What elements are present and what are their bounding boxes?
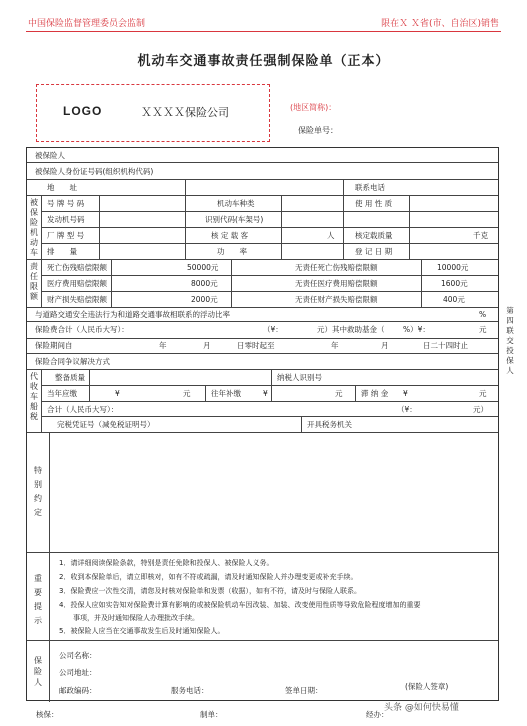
row-line — [27, 432, 498, 433]
limit-death-label: 死亡伤残赔偿限额 — [47, 263, 107, 272]
tax-cert-label: 完税凭证号（减免税证明号） — [57, 420, 155, 429]
col-line — [231, 259, 232, 307]
header-divider — [26, 31, 501, 32]
insured-label: 被保险人 — [35, 151, 65, 160]
model-label: 厂 牌 型 号 — [47, 231, 85, 240]
limits-section-label: 责任限额 — [30, 262, 38, 301]
limit-death-value: 50000元 — [187, 263, 219, 272]
row-line — [27, 321, 498, 322]
row-line — [27, 259, 498, 260]
premium-yen: （¥： — [263, 325, 283, 334]
special-terms-label: 特别约定 — [34, 466, 42, 517]
reg-date-label: 登 记 日 期 — [355, 247, 393, 256]
phone-label: 联系电话 — [355, 183, 385, 192]
tax-office-label: 开具税务机关 — [307, 420, 352, 429]
col-line — [41, 369, 42, 432]
current-tax-yuan: 元 — [183, 389, 191, 398]
insurer-label: 保险人 — [34, 656, 42, 687]
logo-area — [36, 84, 270, 142]
nofault-property-label: 无责任财产损失赔偿限额 — [295, 295, 378, 304]
taxable-weight-label: 整备质量 — [55, 373, 85, 382]
address-label: 地 址 — [47, 183, 77, 192]
note-item: 4．投保人应如实告知对保险费计算有影响的或被保险机动车因改装、加装、改变使用性质等导致危险程度增加的重要 — [59, 601, 421, 609]
col-line — [343, 179, 344, 259]
weight-unit: 千克 — [473, 231, 488, 240]
row-line — [41, 416, 498, 417]
insurer-address-label: 公司地址： — [59, 668, 97, 677]
nofault-medical-label: 无责任医疗费用赔偿限额 — [295, 279, 378, 288]
rescue-fund-pct: %）¥： — [403, 325, 430, 334]
row-line — [27, 353, 498, 354]
col-line — [185, 179, 186, 259]
nofault-death-label: 无责任死亡伤残赔偿限额 — [295, 263, 378, 272]
insurer-phone-label: 服务电话： — [171, 686, 209, 695]
row-line — [41, 243, 498, 244]
supervisor-text: 中国保险监督管理委员会监制 — [28, 19, 146, 29]
row-line — [27, 369, 498, 370]
current-tax-label: 当年应缴 — [47, 389, 77, 398]
note-item: 事项，并及时通知保险人办理批改手续。 — [59, 614, 199, 622]
col-line — [409, 195, 410, 259]
tax-total-end: 元） — [473, 405, 488, 414]
power-label: 功 率 — [217, 247, 247, 256]
row-line — [27, 179, 498, 180]
col-line — [41, 259, 42, 307]
page-title: 机动车交通事故责任强制保险单（正本） — [137, 54, 390, 69]
col-line — [281, 195, 282, 259]
period-end: 日二十四时止 — [423, 341, 468, 350]
limit-property-value: 2000元 — [191, 295, 218, 304]
past-tax-yen: ¥ — [263, 389, 268, 398]
note-item: 3．保险费应一次性交清，请您及时核对保险单和发票（收据），如有不符，请及时与保险人联系。 — [59, 587, 361, 595]
col-line — [99, 195, 100, 259]
row-line — [27, 338, 498, 339]
vin-label: 识别代码(车架号) — [205, 215, 264, 224]
insurer-name-label: 公司名称： — [59, 651, 97, 660]
sign-date-label: 签单日期： — [285, 686, 323, 695]
limit-property-label: 财产损失赔偿限额 — [47, 295, 107, 304]
handler-label: 经办： — [366, 710, 389, 719]
dispute-label: 保险合同争议解决方式 — [35, 357, 110, 366]
seats-label: 核 定 载 客 — [211, 231, 249, 240]
past-tax-yuan: 元 — [335, 389, 343, 398]
row-line — [41, 291, 498, 292]
past-tax-label: 往年补缴 — [211, 389, 241, 398]
policy-number-label: 保险单号： — [298, 126, 338, 135]
limit-medical-label: 医疗费用赔偿限额 — [47, 279, 107, 288]
col-line — [111, 259, 112, 307]
premium-label: 保险费合计（人民币大写）： — [35, 325, 129, 334]
col-line — [49, 432, 50, 702]
row-line — [41, 211, 498, 212]
current-tax-yen: ¥ — [115, 389, 120, 398]
displacement-label: 排 量 — [47, 247, 77, 256]
late-fee-label: 滞 纳 金 — [361, 389, 389, 398]
row-line — [27, 552, 498, 553]
row-line — [27, 195, 498, 196]
tax-total-label: 合计（人民币大写）： — [47, 405, 119, 414]
watermark: 头条 @如何快易懂 — [384, 703, 459, 713]
copy-number-label: 第四联 交投保人 — [506, 306, 522, 375]
insurer-seal-label: (保险人签章) — [405, 682, 449, 691]
seats-unit: 人 — [327, 231, 335, 240]
late-fee-yen: ¥ — [403, 389, 408, 398]
row-line — [27, 640, 498, 641]
period-month2: 月 — [381, 341, 389, 350]
col-line — [301, 416, 302, 432]
col-line — [205, 385, 206, 401]
insurer-postcode-label: 邮政编码： — [59, 686, 97, 695]
row-line — [27, 307, 498, 308]
float-rate-unit: % — [479, 310, 487, 319]
nofault-death-value: 10000元 — [437, 263, 469, 272]
sale-region-text: 限在Ｘ Ｘ省(市、自治区)销售 — [381, 19, 499, 29]
usage-label: 使 用 性 质 — [355, 199, 393, 208]
col-line — [89, 369, 90, 401]
region-abbr: (地区简称)： — [290, 103, 337, 112]
tax-section-label: 代收车船税 — [30, 372, 38, 421]
weight-label: 核定载质量 — [355, 231, 393, 240]
col-line — [355, 385, 356, 401]
note-item: 2．收到本保险单后，请立即核对，如有不符或疏漏，请及时通知保险人并办理变更或补充手续。 — [59, 573, 358, 581]
row-line — [27, 162, 498, 163]
insured-id-label: 被保险人身份证号码(组织机构代码) — [35, 167, 154, 176]
limit-medical-value: 8000元 — [191, 279, 218, 288]
nofault-property-value: 400元 — [443, 295, 465, 304]
vehicle-type-label: 机动车种类 — [217, 199, 255, 208]
engine-label: 发动机号码 — [47, 215, 85, 224]
plate-label: 号 牌 号 码 — [47, 199, 85, 208]
col-line — [421, 259, 422, 307]
float-rate-label: 与道路交通安全违法行为和道路交通事故相联系的浮动比率 — [35, 310, 230, 319]
review-label: 核保： — [36, 710, 59, 719]
period-start: 日零时起至 — [237, 341, 275, 350]
period-year: 年 — [159, 341, 167, 350]
row-line — [41, 401, 498, 402]
company-name: ＸＸＸＸ保险公司 — [141, 106, 229, 119]
period-label: 保险期间自 — [35, 341, 73, 350]
note-item: 5．被保险人应当在交通事故发生后及时通知保险人。 — [59, 627, 225, 635]
row-line — [41, 275, 498, 276]
period-year2: 年 — [331, 341, 339, 350]
col-line — [271, 369, 272, 401]
notes-label: 重要提示 — [34, 574, 42, 625]
row-line — [41, 227, 498, 228]
issuer-label: 制单： — [200, 710, 223, 719]
note-item: 1．请详细阅读保险条款，特别是责任免除和投保人、被保险人义务。 — [59, 559, 274, 567]
rescue-fund-yuan: 元 — [479, 325, 487, 334]
nofault-medical-value: 1600元 — [441, 279, 468, 288]
vehicle-section-label: 被保险机动车 — [30, 198, 38, 257]
col-line — [41, 195, 42, 259]
policy-form — [26, 147, 499, 701]
taxpayer-id-label: 纳税人识别号 — [277, 373, 322, 382]
rescue-fund-label: 元）其中救助基金（ — [317, 325, 385, 334]
period-month: 月 — [203, 341, 211, 350]
tax-total-yen: （¥： — [397, 405, 417, 414]
row-line — [41, 385, 498, 386]
late-fee-yuan: 元 — [479, 389, 487, 398]
logo: LOGO — [63, 104, 103, 118]
